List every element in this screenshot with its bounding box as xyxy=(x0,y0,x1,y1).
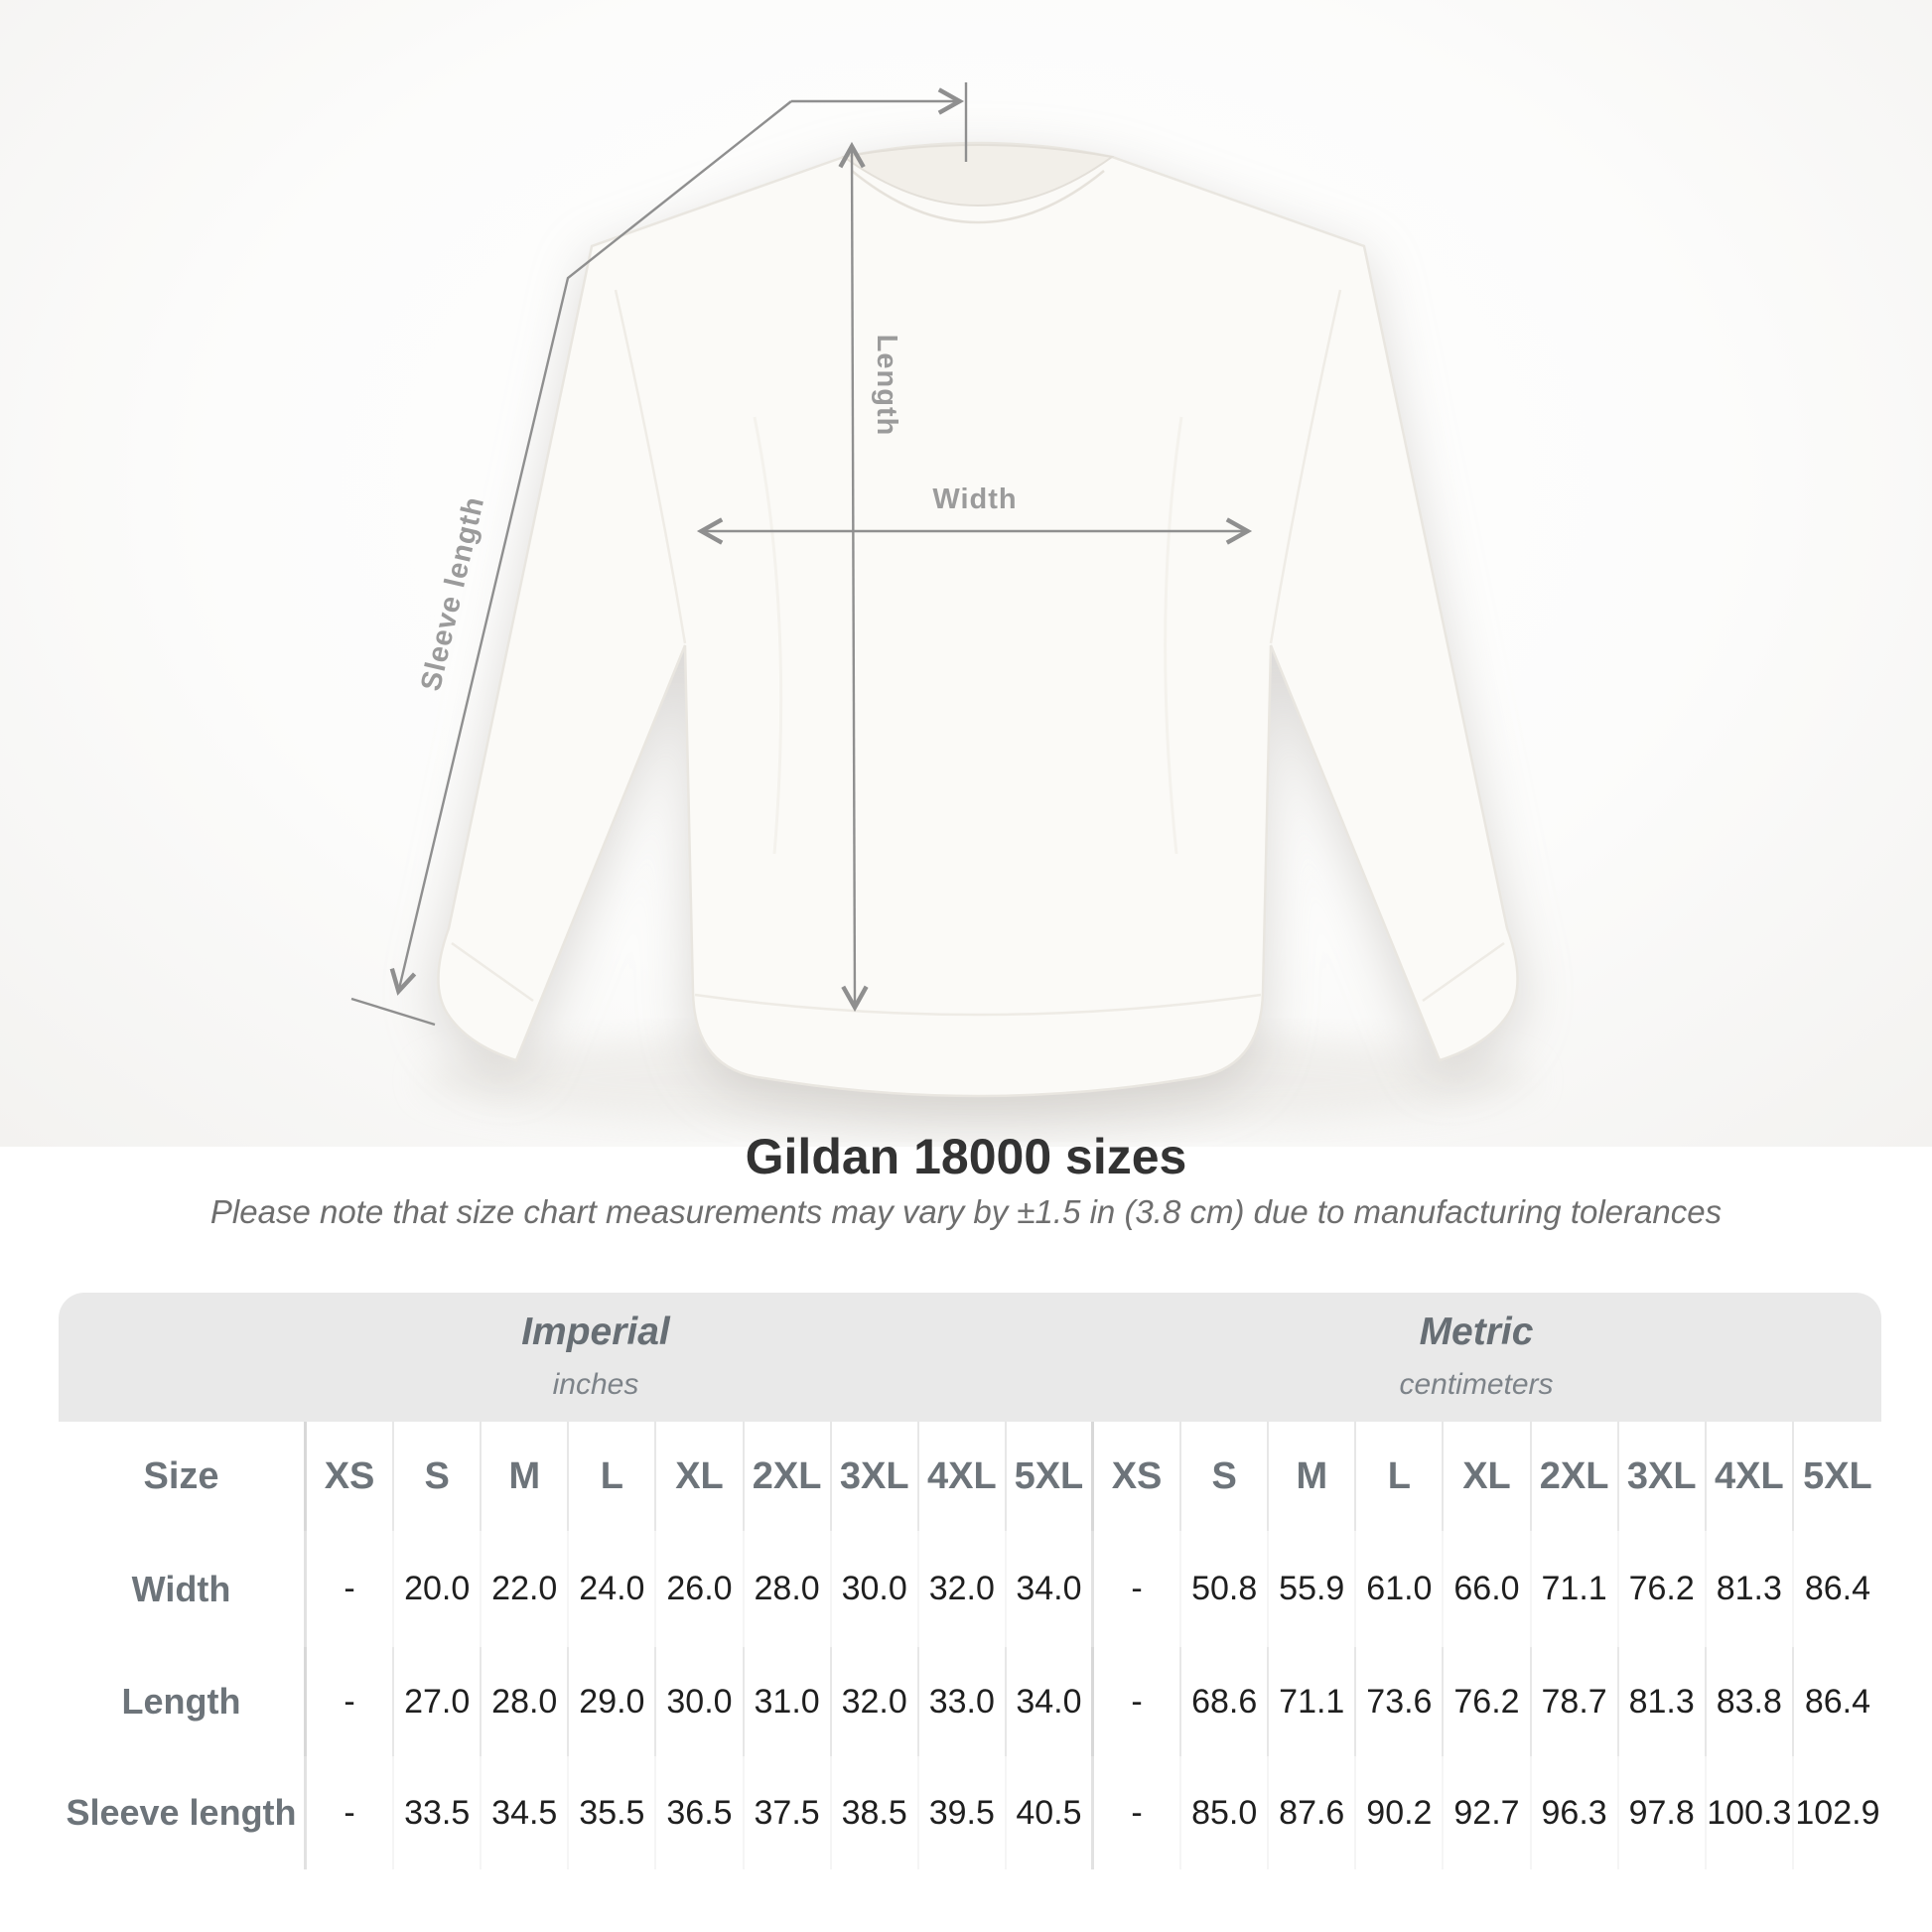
row-label: Width xyxy=(59,1531,307,1647)
table-cell: 28.0 xyxy=(482,1647,569,1756)
column-header: M xyxy=(1269,1422,1356,1531)
column-header: XS xyxy=(1094,1422,1181,1531)
column-header: 2XL xyxy=(745,1422,832,1531)
page-title: Gildan 18000 sizes xyxy=(745,1129,1187,1184)
table-cell: 30.0 xyxy=(656,1647,744,1756)
imperial-heading: Imperial xyxy=(521,1311,670,1353)
table-cell: 34.0 xyxy=(1007,1531,1094,1647)
table-cell: 86.4 xyxy=(1804,1682,1871,1721)
column-header: 2XL xyxy=(1532,1422,1619,1531)
sweatshirt-illustration xyxy=(438,143,1517,1096)
table-cell: 20.0 xyxy=(394,1531,482,1647)
table-cell: 34.5 xyxy=(482,1756,569,1869)
column-header: 3XL xyxy=(1619,1422,1707,1531)
table-cell: 24.0 xyxy=(569,1531,656,1647)
metric-unit: centimeters xyxy=(1399,1368,1554,1401)
table-cell: 76.2 xyxy=(1619,1531,1707,1647)
table-cell: - xyxy=(307,1756,394,1869)
table-cell: 102.9 xyxy=(1795,1793,1880,1832)
size-table-grid xyxy=(59,1422,1881,1869)
metric-heading: Metric xyxy=(1419,1311,1534,1353)
column-header: 5XL xyxy=(1803,1454,1872,1497)
row-label: Size xyxy=(59,1422,307,1531)
column-header: 3XL xyxy=(832,1422,919,1531)
column-header: XL xyxy=(1444,1422,1531,1531)
column-header: S xyxy=(1181,1422,1269,1531)
table-cell: 37.5 xyxy=(745,1756,832,1869)
table-cell: 50.8 xyxy=(1181,1531,1269,1647)
table-cell: 90.2 xyxy=(1356,1756,1444,1869)
table-cell: 34.0 xyxy=(1007,1647,1094,1756)
column-header: L xyxy=(1356,1422,1444,1531)
imperial-unit: inches xyxy=(552,1368,639,1401)
table-cell: - xyxy=(307,1647,394,1756)
column-header: 5XL xyxy=(1007,1422,1094,1531)
sleeve-length-label: Sleeve length xyxy=(415,492,491,694)
table-cell: 96.3 xyxy=(1532,1756,1619,1869)
table-cell: 83.8 xyxy=(1707,1647,1794,1756)
unit-band xyxy=(59,1293,1881,1422)
table-cell: 35.5 xyxy=(569,1756,656,1869)
table-cell: 38.5 xyxy=(832,1756,919,1869)
table-cell: 76.2 xyxy=(1444,1647,1531,1756)
table-cell: 36.5 xyxy=(656,1756,744,1869)
table-cell: 26.0 xyxy=(656,1531,744,1647)
table-cell: 100.3 xyxy=(1707,1756,1794,1869)
table-cell: 31.0 xyxy=(745,1647,832,1756)
table-cell: 78.7 xyxy=(1532,1647,1619,1756)
table-cell: 97.8 xyxy=(1619,1756,1707,1869)
table-cell: 81.3 xyxy=(1707,1531,1794,1647)
table-cell: 85.0 xyxy=(1181,1756,1269,1869)
column-header: 4XL xyxy=(919,1422,1007,1531)
width-label: Width xyxy=(932,483,1018,515)
size-table xyxy=(59,1293,1881,1869)
row-label: Length xyxy=(59,1647,307,1756)
tolerance-note: Please note that size chart measurements may vary by ±1.5 in (3.8 cm) due to manufacturing tolerances xyxy=(209,1193,1723,1230)
table-cell: 27.0 xyxy=(394,1647,482,1756)
column-header: S xyxy=(394,1422,482,1531)
table-cell: 68.6 xyxy=(1181,1647,1269,1756)
column-header: XL xyxy=(656,1422,744,1531)
table-cell: 71.1 xyxy=(1269,1647,1356,1756)
metric-group xyxy=(1178,1293,1774,1402)
length-label: Length xyxy=(871,334,902,437)
table-cell: 81.3 xyxy=(1619,1647,1707,1756)
table-cell: - xyxy=(1094,1647,1181,1756)
row-label: Sleeve length xyxy=(59,1756,307,1869)
table-cell: 32.0 xyxy=(919,1531,1007,1647)
table-cell: 22.0 xyxy=(482,1531,569,1647)
table-cell: 32.0 xyxy=(832,1647,919,1756)
column-header: XS xyxy=(307,1422,394,1531)
table-cell: 92.7 xyxy=(1444,1756,1531,1869)
table-cell: - xyxy=(1094,1756,1181,1869)
table-cell: 86.4 xyxy=(1804,1570,1871,1607)
column-header: L xyxy=(569,1422,656,1531)
column-header: 4XL xyxy=(1707,1422,1794,1531)
table-cell: 55.9 xyxy=(1269,1531,1356,1647)
table-cell: - xyxy=(1094,1531,1181,1647)
table-cell: 71.1 xyxy=(1532,1531,1619,1647)
table-cell: 29.0 xyxy=(569,1647,656,1756)
table-cell: 87.6 xyxy=(1269,1756,1356,1869)
table-cell: 73.6 xyxy=(1356,1647,1444,1756)
table-cell: 39.5 xyxy=(919,1756,1007,1869)
table-cell: 40.5 xyxy=(1007,1756,1094,1869)
table-cell: 33.0 xyxy=(919,1647,1007,1756)
table-cell: 33.5 xyxy=(394,1756,482,1869)
table-cell: 61.0 xyxy=(1356,1531,1444,1647)
column-header: M xyxy=(482,1422,569,1531)
table-cell: 30.0 xyxy=(832,1531,919,1647)
imperial-group xyxy=(298,1293,894,1402)
table-cell: 28.0 xyxy=(745,1531,832,1647)
table-cell: - xyxy=(307,1531,394,1647)
table-cell: 66.0 xyxy=(1444,1531,1531,1647)
